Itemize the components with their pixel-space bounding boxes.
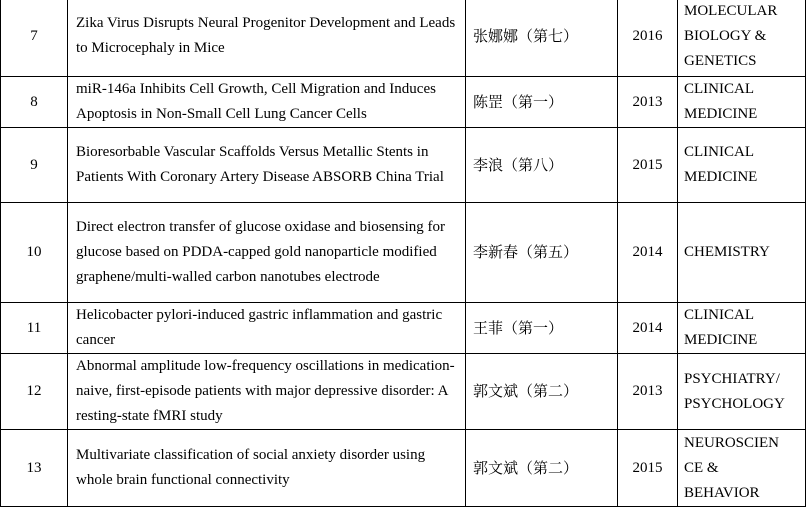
paper-title-cell: Zika Virus Disrupts Neural Progenitor Development and Leads to Microcephaly in Mice [68,0,466,77]
table-row [1,203,806,303]
subject-field-line: MOLECULAR [684,2,778,19]
subject-field-line: PSYCHIATRY/ [684,370,780,387]
year-cell: 2016 [618,0,678,77]
subject-field-line: CHEMISTRY [684,244,770,260]
row-number-cell: 10 [1,203,68,303]
row-number-cell: 7 [1,0,68,77]
subject-field-line: GENETICS [684,52,757,69]
row-number-cell: 11 [1,303,68,354]
subject-field-cell [678,203,806,303]
author-cell: 陈罡（第一） [466,77,618,128]
paper-title-cell: Direct electron transfer of glucose oxidase and biosensing for glucose based on PDDA-capped gold nanoparticle modified graphene/multi-walled carbon nanotubes electrode [68,203,466,303]
subject-field-cell [678,0,806,77]
year-cell: 2014 [618,203,678,303]
row-number-cell: 9 [1,128,68,203]
subject-field-line: CLINICAL [684,144,754,160]
author-cell: 张娜娜（第七） [466,0,618,77]
table-row [1,128,806,203]
subject-field-line: NEUROSCIEN [684,434,780,451]
subject-field-line: PSYCHOLOGY [684,395,785,412]
author-cell: 郭文斌（第二） [466,430,618,507]
year-cell: 2013 [618,354,678,430]
paper-title-cell: miR-146a Inhibits Cell Growth, Cell Migration and Induces Apoptosis in Non-Small Cell Lung Cancer Cells [68,77,466,128]
table-row [1,430,806,507]
subject-field-line: BEHAVIOR [684,484,760,501]
subject-field-line: CLINICAL [684,307,754,323]
row-number-cell: 12 [1,354,68,430]
author-cell: 李新春（第五） [466,203,618,303]
subject-field-line: MEDICINE [684,169,758,185]
table-row [1,0,806,77]
paper-title-cell: Bioresorbable Vascular Scaffolds Versus Metallic Stents in Patients With Coronary Artery Disease ABSORB China Trial [68,128,466,203]
subject-field-cell [678,303,806,354]
year-cell: 2015 [618,430,678,507]
table-row [1,77,806,128]
subject-field-cell [678,128,806,203]
row-number-cell: 13 [1,430,68,507]
year-cell: 2013 [618,77,678,128]
paper-title-cell: Abnormal amplitude low-frequency oscillations in medication-naive, first-episode patients with major depressive disorder: A resting-state fMRI study [68,354,466,430]
author-cell: 李浪（第八） [466,128,618,203]
subject-field-cell [678,77,806,128]
author-cell: 王菲（第一） [466,303,618,354]
table-row [1,354,806,430]
subject-field-line: CLINICAL [684,81,754,97]
subject-field-line: BIOLOGY & [684,27,767,44]
year-cell: 2014 [618,303,678,354]
subject-field-line: MEDICINE [684,332,758,348]
subject-field-cell [678,354,806,430]
subject-field-line: MEDICINE [684,106,758,122]
paper-title-cell: Helicobacter pylori-induced gastric inflammation and gastric cancer [68,303,466,354]
author-cell: 郭文斌（第二） [466,354,618,430]
table-row [1,303,806,354]
row-number-cell: 8 [1,77,68,128]
paper-title-cell: Multivariate classification of social anxiety disorder using whole brain functional connectivity [68,430,466,507]
subject-field-line: CE & [684,459,719,476]
year-cell: 2015 [618,128,678,203]
subject-field-cell [678,430,806,507]
